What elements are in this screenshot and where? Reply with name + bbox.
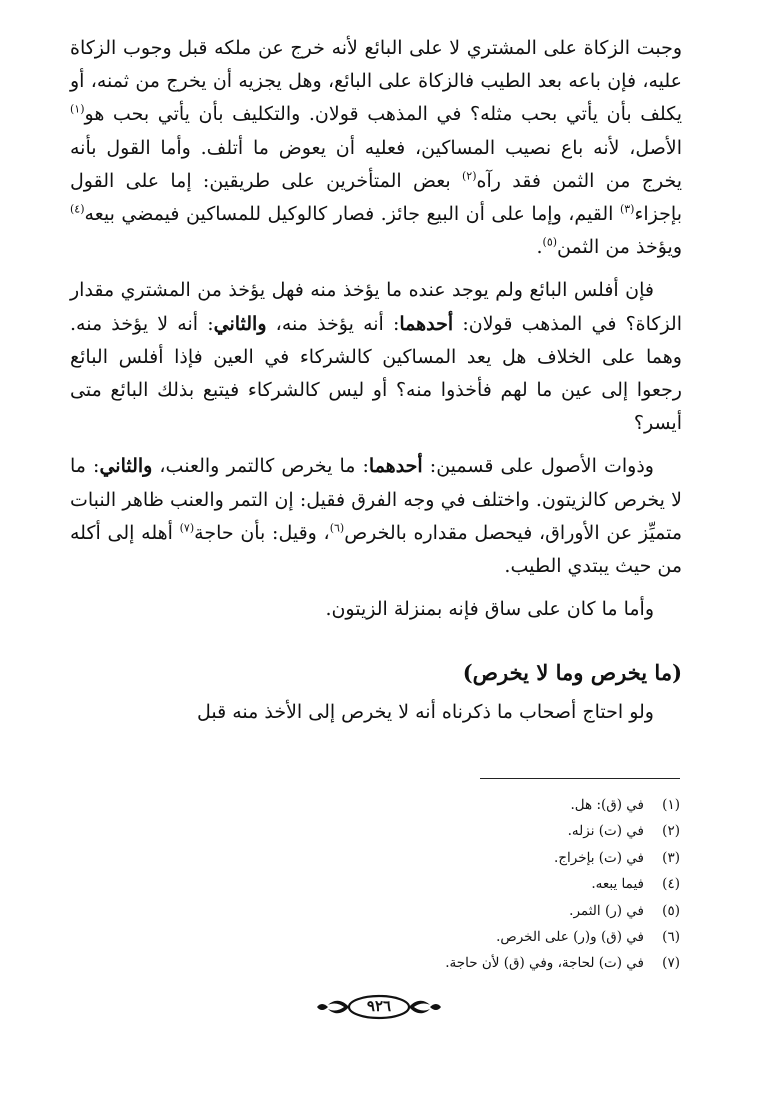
paragraph-2 bbox=[70, 274, 682, 440]
footnote-ref-1[interactable]: (١) bbox=[70, 103, 85, 117]
footnote-text: في (ق) و(ر) على الخرص. bbox=[496, 929, 644, 946]
footnote-text: في (ت) لحاجة، وفي (ق) لأن حاجة. bbox=[445, 955, 644, 972]
text-span: : ما يخرص كالتمر والعنب، bbox=[152, 455, 369, 478]
page-number: ٩٢٦ bbox=[366, 997, 392, 1015]
footnote-item bbox=[280, 950, 680, 976]
footnote-number: (٢) bbox=[662, 823, 680, 840]
footnote-ref-2[interactable]: (٢) bbox=[462, 169, 477, 183]
footnote-divider bbox=[480, 778, 680, 779]
footnote-ref-5[interactable]: (٥) bbox=[542, 235, 558, 249]
page-body bbox=[70, 32, 682, 730]
paragraph-3 bbox=[70, 450, 682, 583]
text-span: ويؤخذ من الثمن bbox=[557, 236, 682, 259]
footnote-number: (٥) bbox=[662, 902, 680, 919]
page-number-ornament bbox=[314, 992, 444, 1022]
text-span: ، وقيل: بأن حاجة bbox=[194, 521, 330, 544]
footnotes bbox=[280, 792, 680, 977]
text-span: الأصل، لأنه باع نصيب المساكين، فعليه أن يعوض ما أتلف. وأما القول بأنه يخرج من الثمن فقد رآه bbox=[70, 136, 682, 192]
footnote-text: في (ت) نزله. bbox=[567, 823, 644, 840]
footnote-text: في (ر) الثمر. bbox=[569, 902, 644, 919]
footnote-ref-6[interactable]: (٦) bbox=[329, 521, 345, 535]
paragraph-1 bbox=[70, 32, 682, 264]
footnote-ref-4[interactable]: (٤) bbox=[70, 202, 85, 216]
text-span: القيم، وإما على أن البيع جائز. فصار كالوكيل للمساكين فيمضي بيعه bbox=[84, 203, 620, 226]
paragraph-5: ولو احتاج أصحاب ما ذكرناه أنه لا يخرص إلى الأخذ منه قبل bbox=[196, 701, 654, 724]
footnote-item bbox=[280, 871, 680, 897]
section-heading: (ما يخرص وما لا يخرص) bbox=[462, 660, 682, 686]
footnote-text: فيما يبعه. bbox=[591, 876, 644, 893]
footnote-item bbox=[280, 845, 680, 871]
footnote-item bbox=[280, 818, 680, 844]
footnote-ref-7[interactable]: (٧) bbox=[179, 521, 195, 535]
text-span: بعض المتأخرين على طريقين: إما على القول بإجزاء bbox=[70, 169, 682, 226]
footnote-number: (٧) bbox=[662, 955, 680, 972]
paragraph-4: وأما ما كان على ساق فإنه بمنزلة الزيتون. bbox=[325, 598, 654, 621]
footnote-item bbox=[280, 792, 680, 818]
text-span: : أنه لا يؤخذ منه. وهما على الخلاف هل يعد المساكين كالشركاء في العين فإذا أفلس البائع رجعوا إلى عين ما لهم فأخذوا منه؟ أو ليس كالشركاء فيتبع بذلك البائع متى أيسر؟ bbox=[70, 312, 682, 435]
text-span: أهله إلى أكله من حيث يبتدي الطيب. bbox=[70, 521, 682, 578]
footnote-number: (١) bbox=[662, 797, 680, 813]
text-span: فإن أفلس البائع ولم يوجد عنده ما يؤخذ منه فهل يؤخذ من المشتري مقدار الزكاة؟ في المذهب قولان: bbox=[70, 279, 682, 335]
bold-term: أحدهما bbox=[368, 455, 423, 478]
text-span: : ما لا يخرص كالزيتون. واختلف في وجه الفرق فقيل: إن التمر والعنب ظاهر النبات متميِّز عن الأوراق، فيحصل مقداره بالخرص bbox=[70, 455, 682, 544]
footnote-item bbox=[280, 898, 680, 924]
text-span: : أنه يؤخذ منه، bbox=[266, 312, 400, 335]
bold-term: والثاني bbox=[99, 455, 153, 478]
footnote-item bbox=[280, 924, 680, 950]
footnote-text: في (ت) بإخراج. bbox=[554, 849, 644, 866]
footnote-number: (٣) bbox=[662, 849, 680, 866]
text-span: وجبت الزكاة على المشتري لا على البائع لأنه خرج عن ملكه قبل وجوب الزكاة عليه، فإن باعه بعد الطيب فالزكاة على البائع، وهل يجزيه أن يخرج من ثمنه، أو يكلف بأن يأتي بحب مثله؟ في المذهب قولان. والتكليف بأن يأتي بحب هو bbox=[70, 37, 682, 126]
text-span: وذوات الأصول على قسمين: bbox=[422, 455, 654, 478]
footnote-number: (٦) bbox=[662, 929, 680, 946]
footnote-ref-3[interactable]: (٣) bbox=[619, 202, 635, 216]
footnote-text: في (ق): هل. bbox=[570, 797, 644, 813]
bold-term: أحدهما bbox=[399, 312, 454, 335]
text-span: . bbox=[536, 236, 543, 259]
bold-term: والثاني bbox=[213, 312, 267, 335]
footnote-number: (٤) bbox=[662, 876, 680, 893]
